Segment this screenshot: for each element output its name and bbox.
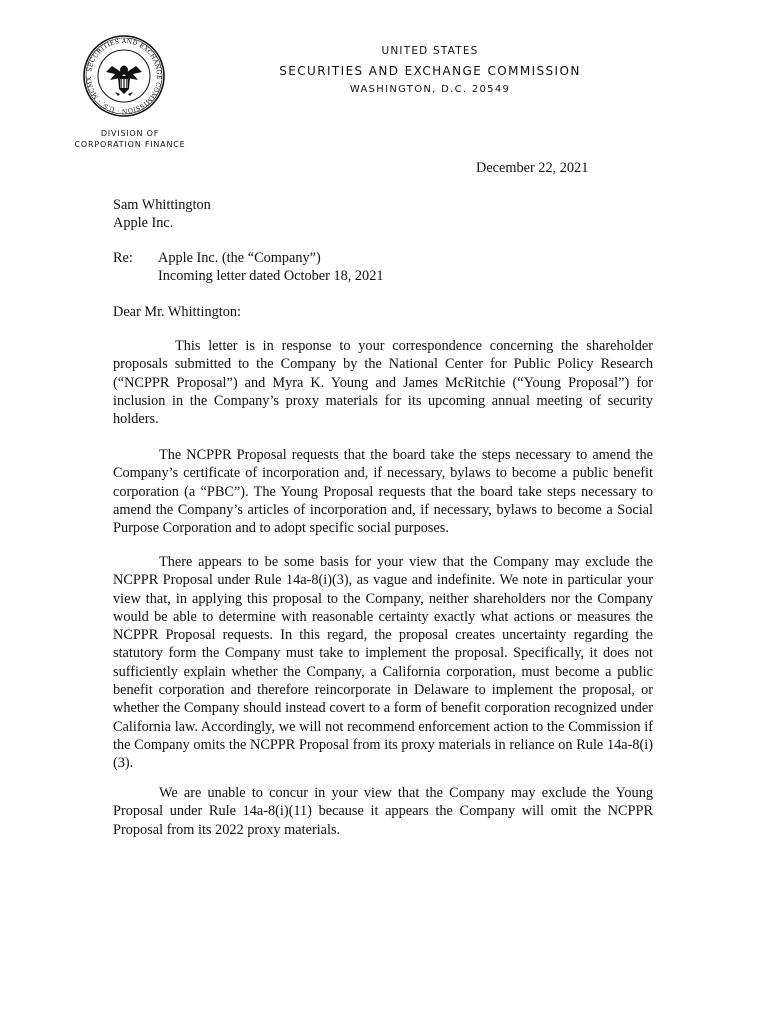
letterhead-agency: SECURITIES AND EXCHANGE COMMISSION bbox=[279, 64, 581, 78]
body-paragraph-1: This letter is in response to your correspondence concerning the shareholder proposals submitted to the Company by the National Center for Public Policy Research (“NCPPR Proposal”) and Myra K. Young and James McRitchie (“Young Proposal”) for inclusion in the Company’s proxy materials for its upcoming annual meeting of security holders. bbox=[113, 338, 653, 428]
addressee-block bbox=[113, 196, 211, 233]
letterhead-city: WASHINGTON, D.C. 20549 bbox=[349, 84, 511, 95]
body-paragraph-3: There appears to be some basis for your view that the Company may exclude the NCPPR Proposal under Rule 14a-8(i)(3), as vague and indefinite. We note in particular your view that, in applying this proposal to the Company, neither shareholders nor the Company would be able to determine with reasonable certainty exactly what actions or measures the NCPPR Proposal requests. In this regard, the proposal creates uncertainty regarding the statutory form the Company must take to implement the proposal. Specifically, it does not sufficiently explain whether the Company, a California corporation, must become a public benefit corporation and therefore reincorporate in Delaware to implement the proposal, or whether the Company should instead covert to a form of benefit corporation recognized under California law. Accordingly, we will not recommend enforcement action to the Commission if the Company omits the NCPPR Proposal from its proxy materials in reliance on Rule 14a-8(i)(3). bbox=[113, 554, 653, 772]
recipient-name: Sam Whittington bbox=[113, 197, 211, 213]
salutation: Dear Mr. Whittington: bbox=[113, 304, 241, 320]
letterhead-country: UNITED STATES bbox=[381, 45, 479, 57]
sec-seal-logo bbox=[82, 34, 166, 118]
letter-date: December 22, 2021 bbox=[476, 160, 589, 176]
subject-lines bbox=[158, 249, 658, 286]
svg-text:SECURITIES AND EXCHANGE COMMIS: SECURITIES AND EXCHANGE COMMISSION · U.S. · MCMX bbox=[85, 37, 163, 115]
body-paragraph-4: We are unable to concur in your view that the Company may exclude the Young Proposal under Rule 14a-8(i)(11) because it appears the Company will omit the NCPPR Proposal from its 2022 proxy materials. bbox=[113, 785, 653, 838]
subject-line-2: Incoming letter dated October 18, 2021 bbox=[158, 268, 384, 285]
subject-label: Re: bbox=[113, 250, 133, 266]
subject-line-1: Apple Inc. (the “Company”) bbox=[158, 250, 321, 266]
recipient-company: Apple Inc. bbox=[113, 215, 174, 232]
body-paragraph-2: The NCPPR Proposal requests that the board take the steps necessary to amend the Company’s certificate of incorporation and, if necessary, bylaws to become a public benefit corporation (a “PBC”). The Young Proposal requests that the board take steps necessary to amend the Company’s articles of incorporation and, if necessary, bylaws to become a Social Purpose Corporation and to adopt specific social purposes. bbox=[113, 447, 653, 537]
division-line-1: DIVISION OF bbox=[100, 129, 160, 138]
division-label bbox=[60, 128, 200, 150]
division-line-2: CORPORATION FINANCE bbox=[74, 140, 186, 149]
